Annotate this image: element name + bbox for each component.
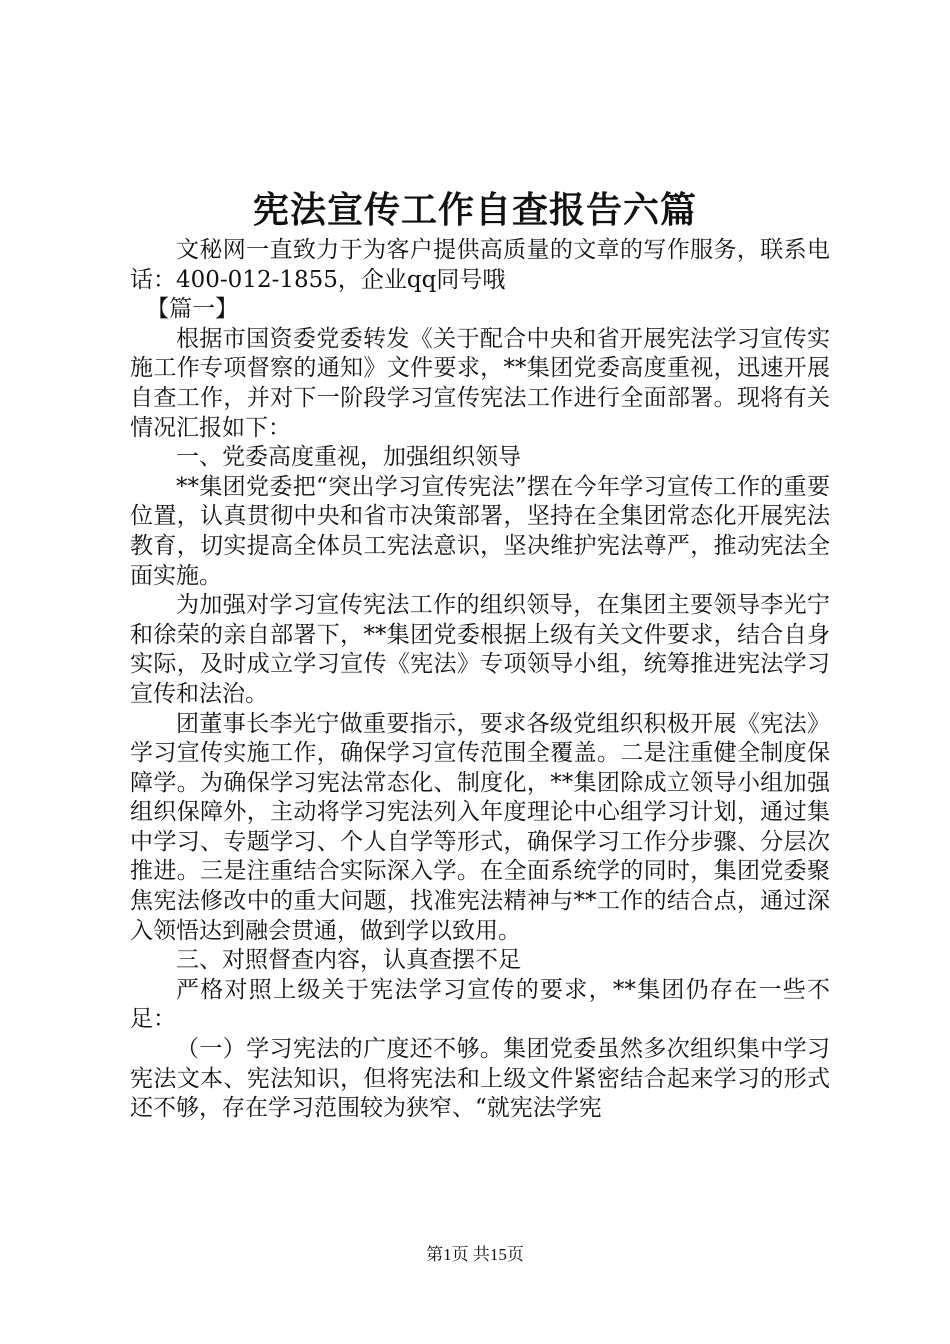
- body-paragraph: **集团党委把“突出学习宣传宪法”摆在今年学习宣传工作的重要位置，认真贯彻中央和省市决策部署，坚持在全集团常态化开展宪法教育，切实提高全体员工宪法意识，坚决维护宪法尊严，推动宪法全面实施。: [130, 473, 830, 589]
- page-footer: 第1页 共15页: [426, 1245, 524, 1264]
- body-paragraph: （一）学习宪法的广度还不够。集团党委虽然多次组织集中学习宪法文本、宪法知识，但将宪法和上级文件紧密结合起来学习的形式还不够，存在学习范围较为狭窄、“就宪法学宪: [130, 1036, 830, 1122]
- intro-paragraph: 文秘网一直致力于为客户提供高质量的文章的写作服务，联系电话：400-012-1855，企业qq同号哦: [130, 237, 830, 293]
- section-marker: 【篇一】: [146, 296, 239, 323]
- body-paragraph: 为加强对学习宣传宪法工作的组织领导，在集团主要领导李光宁和徐荣的亲自部署下，**集团党委根据上级有关文件要求，结合自身实际，及时成立学习宣传《宪法》专项领导小组，统筹推进宪法学习宣传和法治。: [130, 592, 830, 707]
- document-title: 宪法宣传工作自查报告六篇: [252, 189, 697, 231]
- body-paragraph: 根据市国资委党委转发《关于配合中央和省开展宪法学习宣传实施工作专项督察的通知》文件要求，**集团党委高度重视，迅速开展自查工作，并对下一阶段学习宣传宪法工作进行全面部署。现将有关情况汇报如下：: [130, 325, 830, 441]
- body-paragraph: 严格对照上级关于宪法学习宣传的要求，**集团仍存在一些不足：: [130, 976, 830, 1033]
- document-body: [130, 236, 830, 1124]
- section-heading: 三、对照督查内容，认真查摆不足: [176, 947, 521, 974]
- section-heading: 一、党委高度重视，加强组织领导: [176, 444, 521, 471]
- body-paragraph: 团董事长李光宁做重要指示，要求各级党组织积极开展《宪法》学习宣传实施工作，确保学习宣传范围全覆盖。二是注重健全制度保障学。为确保学习宪法常态化、制度化，**集团除成立领导小组加强组织保障外，主动将学习宪法列入年度理论中心组学习计划，通过集中学习、专题学习、个人自学等形式，确保学习工作分步骤、分层次推进。三是注重结合实际深入学。在全面系统学的同时，集团党委聚焦宪法修改中的重大问题，找准宪法精神与**工作的结合点，通过深入领悟达到融会贯通，做到学以致用。: [130, 710, 830, 944]
